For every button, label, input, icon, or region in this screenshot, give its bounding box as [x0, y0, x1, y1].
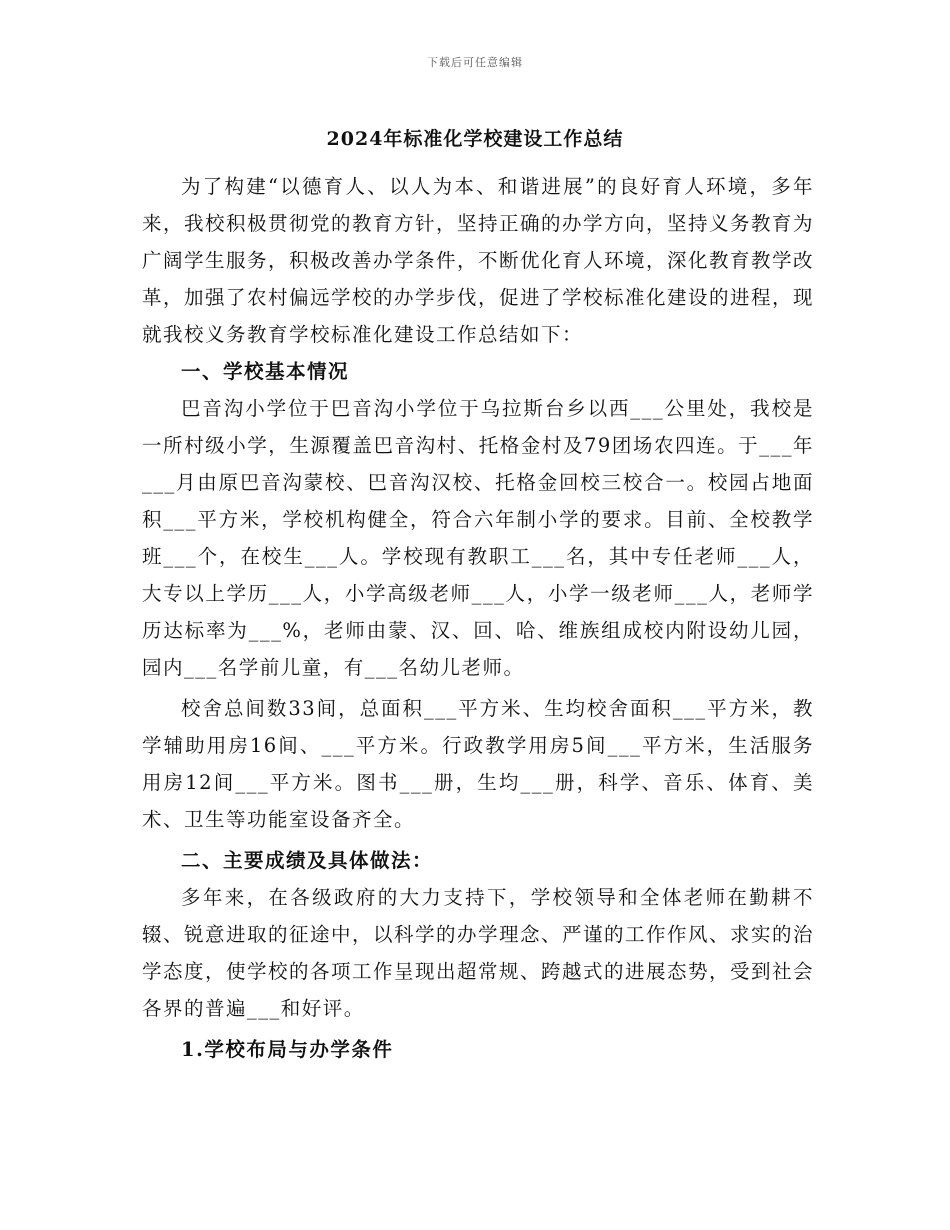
- intro-paragraph: 为了构建“以德育人、以人为本、和谐进展”的良好育人环境，多年来，我校积极贯彻党的教育方针，坚持正确的办学方向，坚持义务教育为广阔学生服务，积极改善办学条件，不断优化育人环境，深化教育教学改革，加强了农村偏远学校的办学步伐，促进了学校标准化建设的进程，现就我校义务教育学校标准化建设工作总结如下：: [142, 175, 815, 346]
- section-heading-basic-info: 一、学校基本情况: [181, 360, 350, 383]
- subsection-heading-layout: 1.学校布局与办学条件: [181, 1038, 394, 1061]
- section-heading-achievements: 二、主要成绩及具体做法：: [181, 849, 434, 872]
- achievements-paragraph-1: 多年来，在各级政府的大力支持下，学校领导和全体老师在勤耕不辍、锐意进取的征途中，以科学的办学理念、严谨的工作作风、求实的治学态度，使学校的各项工作呈现出超常规、跨越式的进展态势，受到社会各界的普遍___和好评。: [142, 886, 815, 1020]
- document-title: 2024年标准化学校建设工作总结: [326, 128, 624, 150]
- header-note: 下载后可任意编辑: [427, 56, 523, 69]
- basic-info-paragraph-1: 巴音沟小学位于巴音沟小学位于乌拉斯台乡以西___公里处，我校是一所村级小学，生源覆盖巴音沟村、托格金村及79团场农四连。于___年___月由原巴音沟蒙校、巴音沟汉校、托格金回校三校合一。校园占地面积___平方米，学校机构健全，符合六年制小学的要求。目前、全校教学班___个，在校生___人。学校现有教职工___名，其中专任老师___人，大专以上学历___人，小学高级老师___人，小学一级老师___人，老师学历达标率为___%，老师由蒙、汉、回、哈、维族组成校内附设幼儿园，园内___名学前儿童，有___名幼儿老师。: [142, 397, 814, 679]
- basic-info-paragraph-2: 校舍总间数33间，总面积___平方米、生均校舍面积___平方米，教学辅助用房16间、___平方米。行政教学用房5间___平方米，生活服务用房12间___平方米。图书___册，生均___册，科学、音乐、体育、美术、卫生等功能室设备齐全。: [142, 697, 814, 831]
- document-body: [142, 168, 814, 1068]
